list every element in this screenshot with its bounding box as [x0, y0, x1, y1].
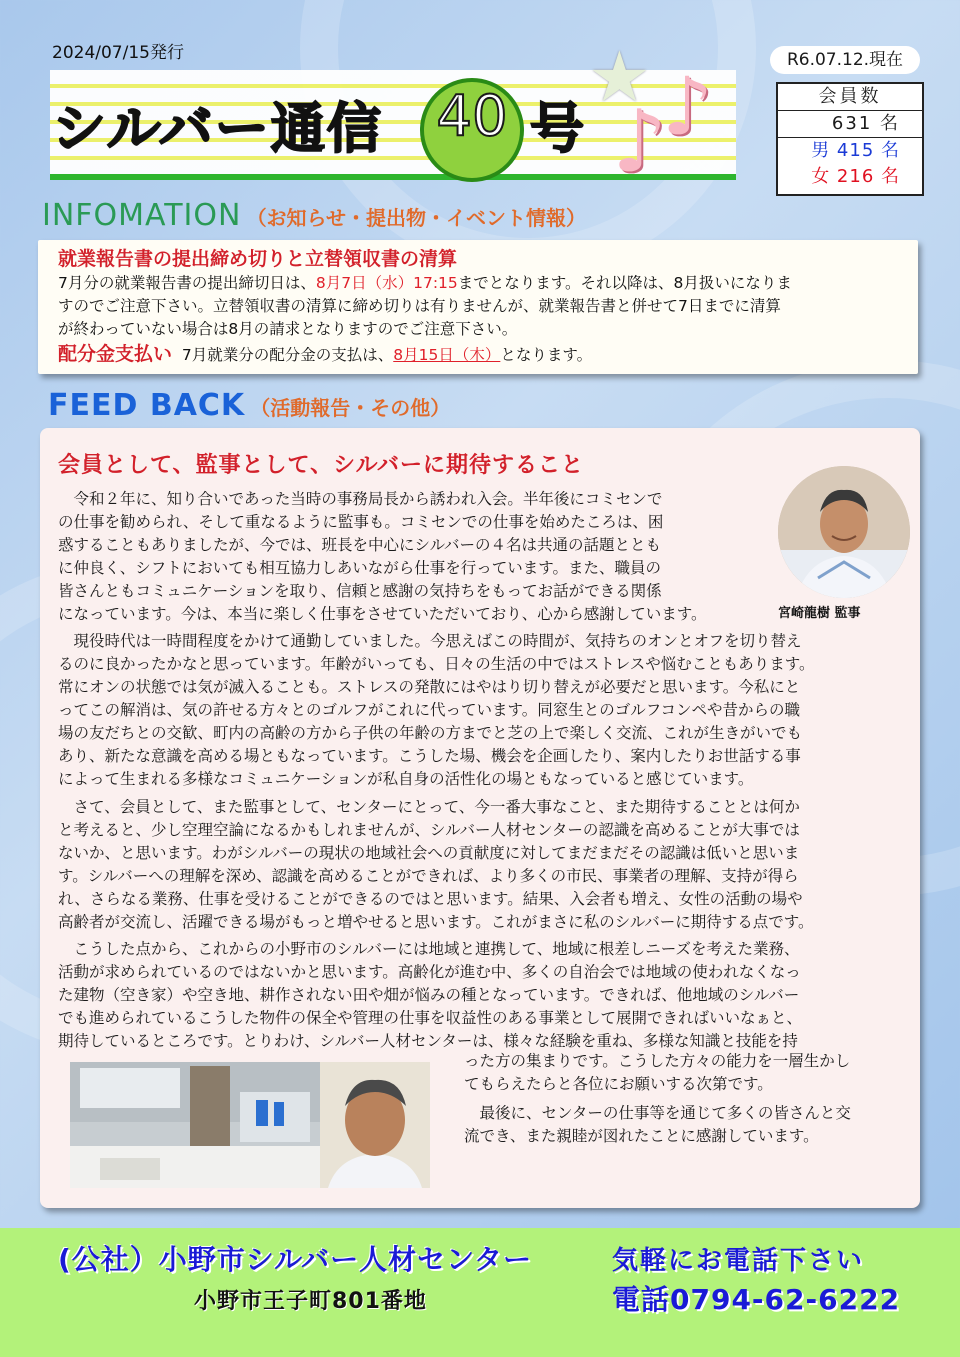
pay-line: 配分金支払い 7月就業分の配分金の支払は、8月15日（木）となります。 [58, 343, 593, 365]
text-line: に仲良く、シフトにおいても相互協力しあいながら仕事を行っています。また、職員の [58, 559, 661, 577]
issue-date: 2024/07/15発行 [52, 43, 184, 63]
info-line: が終わっていない場合は8月の請求となりますのでご注意下さい。 [58, 320, 518, 338]
info-item-title: 就業報告書の提出締め切りと立替領収書の清算 [58, 248, 458, 270]
info-line: 7月分の就業報告書の提出締切日は、8月7日（水）17:15までとなります。それ以降は、8月扱いになりま [58, 274, 792, 292]
text-line: によって生まれる多様なコミュニケーションが私自身の活性化の場ともなっていると感じています。 [58, 770, 754, 788]
org-address: 小野市王子町801番地 [194, 1289, 427, 1314]
office-photo [70, 1062, 430, 1188]
member-count-box [776, 82, 924, 196]
text-line: てもらえたらと各位にお願いする次第です。 [464, 1075, 773, 1093]
paragraph-3 [58, 796, 914, 934]
text-line: 期待しているところです。とりわけ、シルバー人材センターは、様々な経験を重ね、多様な知識と技能を持 [58, 1032, 798, 1050]
music-note-icon: ♪ [662, 60, 714, 153]
paragraph-4-tail [464, 1050, 914, 1096]
info-body [58, 272, 908, 367]
text-line: す。シルバーへの理解を深め、認識を高めることができれば、より多くの市民、事業者の理解、支持が得ら [58, 867, 799, 885]
text-line: こうした点から、これからの小野市のシルバーには地域と連携して、地域に根差しニーズを考えた業務、 [73, 940, 800, 958]
text-line: 活動が求められているのではないかと思います。高齢化が進む中、多くの自治会では地域の使われなくなっ [58, 963, 801, 981]
text-line: た建物（空き家）や空き地、耕作されない田や畑が悩みの種となっています。できれば、他地域のシルバー [58, 986, 800, 1004]
text-line: 皆さんともコミュニケーションを取り、信頼と感謝の気持ちをもってお話ができる関係 [58, 582, 662, 600]
feedback-subheading: （活動報告・その他） [250, 396, 451, 420]
as-of-date: R6.07.12.現在 [770, 46, 920, 74]
text-line: った方の集まりです。こうした方々の能力を一層生かし [464, 1052, 851, 1070]
paragraph-4 [58, 938, 914, 1053]
text-line: れ、さらなる業務、仕事を受けることができるのではと思います。結果、入会者も増え、女性の活動の場や [58, 890, 803, 908]
members-count: 631 名 [778, 111, 922, 138]
text-line: の仕事を勧められ、そして重なるように監事も。コミセンでの仕事を始めたころは、困 [58, 513, 664, 531]
text-line: ないか、と思います。わがシルバーの現状の地域社会への貢献度に対してまだまだその認識は低いと思いま [58, 844, 800, 862]
text-line: 令和２年に、知り合いであった当時の事務局長から誘われ入会。半年後にコミセンで [73, 490, 663, 508]
text-line: 流でき、また親睦が図れたことに感謝しています。 [464, 1127, 819, 1145]
text-line: 場の友だちとの交歓、町内の高齢の方から子供の年齢の方までと芝の上で楽しく交流、これが生きがいでも [58, 724, 803, 742]
star-icon: ★ [588, 36, 651, 118]
members-male: 男 415 名 [811, 140, 900, 161]
music-note-icon: ♪ [612, 92, 667, 192]
text-line: 最後に、センターの仕事等を通じて多くの皆さんと交 [479, 1104, 851, 1122]
paragraph-2 [58, 630, 914, 791]
call-prompt: 気軽にお電話下さい [612, 1246, 865, 1276]
feedback-heading [48, 388, 450, 423]
text-line: 高齢者が交流し、活躍できる場がもっと増やせると思います。これがまさに私のシルバーに期待する点です。 [58, 913, 814, 931]
text-line: と考えると、少し空理空論になるかもしれませんが、シルバー人材センターの認識を高めることが大事では [58, 821, 800, 839]
portrait-caption: 宮崎龍樹 監事 [778, 606, 861, 621]
text-line: ってこの解消は、気の許せる方々とのゴルフがこれに代っています。同窓生とのゴルフコンペや昔からの職 [58, 701, 800, 719]
paragraph-1 [58, 488, 778, 626]
feedback-heading-text: FEED BACK [48, 388, 246, 423]
newsletter-title: シルバー通信 [52, 97, 383, 160]
members-label: 会員数 [778, 84, 922, 111]
pay-label: 配分金支払い [58, 343, 173, 365]
phone-number: 電話0794-62-6222 [612, 1283, 901, 1316]
article-title: 会員として、監事として、シルバーに期待すること [58, 453, 585, 478]
info-line: すのでご注意下さい。立替領収書の清算に締め切りは有りませんが、就業報告書と併せて7日までに清算 [58, 297, 781, 315]
issue-suffix: 号 [530, 97, 584, 160]
info-subheading: （お知らせ・提出物・イベント情報） [246, 206, 586, 230]
text-line: 現役時代は一時間程度をかけて通勤していました。今思えばこの時間が、気持ちのオンとオフを切り替え [73, 632, 802, 650]
issue-number: 40 [436, 84, 508, 149]
text-line: でも進められているこうした物件の保全や管理の仕事を収益性のある事業として展開できればいいなぁと、 [58, 1009, 803, 1027]
text-line: になっています。今は、本当に楽しく仕事をさせていただいており、心から感謝しています。 [58, 605, 707, 623]
info-heading [42, 198, 586, 233]
text-line: るのに良かったかなと思っています。年齢がいっても、日々の生活の中ではストレスや悩むこともあります。 [58, 655, 815, 673]
paragraph-5 [464, 1102, 914, 1148]
deadline-text: 8月7日（水）17:15 [315, 274, 458, 292]
members-female: 女 216 名 [811, 166, 900, 187]
pay-date: 8月15日（木） [393, 346, 501, 364]
text-line: 常にオンの状態では気が滅入ることも。ストレスの発散にはやはり切り替えが必要だと思います。今私にと [58, 678, 801, 696]
text-line: 惑することもありましたが、今では、班長を中心にシルバーの４名は共通の話題ととも [58, 536, 662, 554]
org-name: (公社）小野市シルバー人材センター [58, 1243, 533, 1276]
portrait-photo [778, 466, 910, 598]
text-line: さて、会員として、また監事として、センターにとって、今一番大事なこと、また期待することとは何か [73, 798, 800, 816]
info-heading-text: INFOMATION [42, 198, 242, 233]
text-line: あり、新たな意識を高める場ともなっています。こうした場、機会を企画したり、案内したりお世話する事 [58, 747, 801, 765]
